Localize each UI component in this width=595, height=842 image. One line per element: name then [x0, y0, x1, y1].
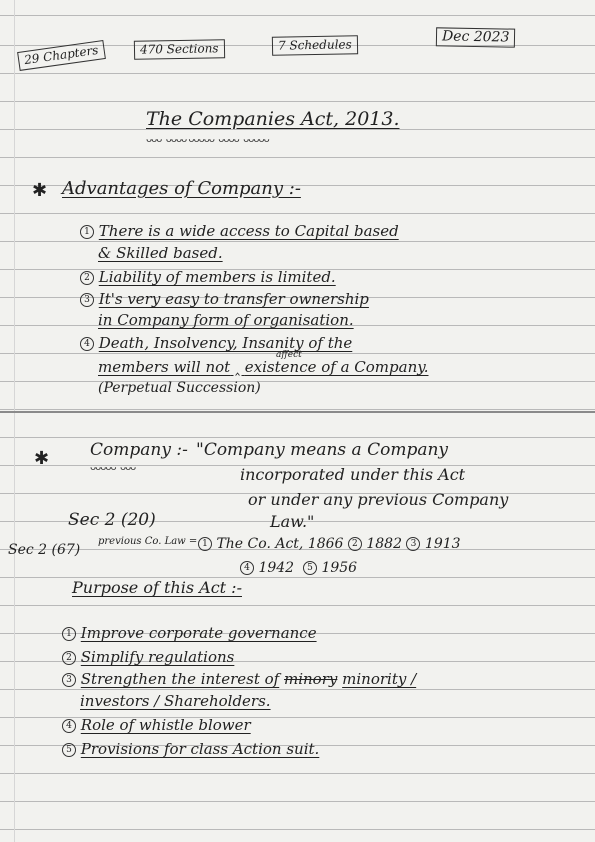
page-title: The Companies Act, 2013. [146, 108, 400, 130]
perpetual-succession: (Perpetual Succession) [98, 380, 261, 396]
title-squiggle: ᴗᴗᴗ ᴗᴗᴗᴗ ᴗᴗᴗᴗᴗ ᴗᴗᴗᴗ ᴗᴗᴗᴗᴗ [146, 134, 269, 145]
purpose-item-3: 3 Strengthen the interest of minory minority / [62, 670, 416, 688]
schedules-tag: 7 Schedules [272, 35, 358, 55]
purpose-item-2: 2 Simplify regulations [62, 648, 234, 666]
definition-bullet: ✱ [34, 448, 50, 469]
advantages-bullet: ✱ [32, 180, 48, 201]
advantages-heading: Advantages of Company :- [62, 178, 301, 199]
advantage-item-2: 2 Liability of members is limited. [80, 268, 336, 286]
definition-line-4: Law." [270, 512, 315, 531]
previous-law-label: previous Co. Law = [98, 536, 198, 547]
definition-term: Company :- [90, 440, 188, 460]
advantage-item-1: 1 There is a wide access to Capital based [80, 222, 399, 240]
sections-tag: 470 Sections [134, 39, 225, 60]
purpose-item-3-cont: investors / Shareholders. [80, 692, 271, 710]
advantage-item-3-cont: in Company form of organisation. [98, 311, 354, 329]
purpose-item-4: 4 Role of whistle blower [62, 716, 251, 734]
date-tag: Dec 2023 [436, 27, 516, 47]
purpose-item-5: 5 Provisions for class Action suit. [62, 740, 319, 758]
definition-ref: Sec 2 (20) [68, 510, 156, 530]
advantage-item-3: 3 It's very easy to transfer ownership [80, 290, 369, 308]
purpose-heading: Purpose of this Act :- [72, 578, 242, 597]
advantage-item-1-cont: & Skilled based. [98, 244, 223, 262]
definition-line-2: incorporated under this Act [240, 465, 466, 484]
definition-line-1: "Company means a Company [196, 440, 449, 460]
term-squiggle: ᴗᴗᴗᴗᴗ ᴗᴗᴗ [90, 462, 136, 473]
margin-line [14, 0, 15, 842]
previous-law-ref: Sec 2 (67) [8, 542, 81, 558]
definition-line-3: or under any previous Company [248, 490, 509, 509]
purpose-item-1: 1 Improve corporate governance [62, 624, 317, 642]
insert-word: affect [276, 350, 302, 360]
section-divider [0, 411, 595, 413]
chapters-tag: 29 Chapters [17, 40, 105, 71]
advantage-item-4: 4 Death, Insolvency, Insanity of the [80, 334, 352, 352]
previous-law-row-1: 1 The Co. Act, 1866 2 1882 3 1913 [198, 536, 461, 552]
advantage-item-4-cont: members will not ‸ existence of a Company. [98, 358, 429, 376]
previous-law-row-2: 4 1942 5 1956 [240, 560, 357, 576]
